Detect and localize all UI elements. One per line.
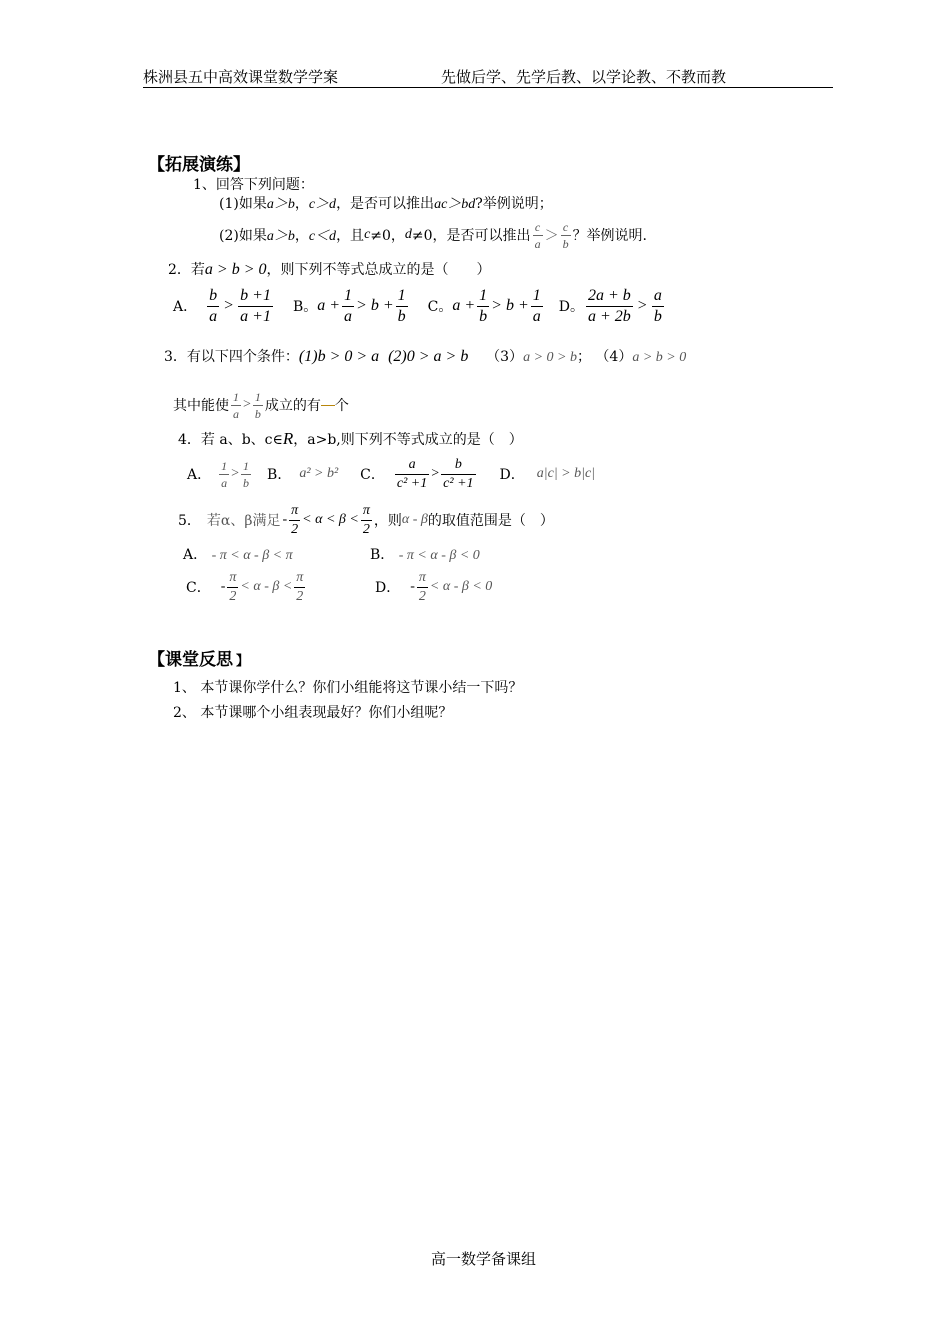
question-3-line-2: 其中能使 $\frac{1}{a}$ > $\frac{1}{b}$ 成立的有 个: [173, 389, 349, 421]
q1p2-gt: ＞: [544, 229, 559, 244]
reflection-title-end: 】: [236, 654, 250, 669]
question-4-stem: [178, 429, 523, 449]
q3-condition-4: a > b > 0: [632, 350, 687, 365]
q4-d-label: D．: [499, 467, 525, 483]
q1p1-cond-3: ac＞bd: [434, 197, 476, 212]
question-1-part-1: [219, 193, 553, 213]
q5-b-expr: - π < α - β < 0: [398, 548, 480, 563]
q2-stem-pre: 2．若: [168, 262, 205, 278]
q4-option-c: C． $\frac{a}{\text{c² +1}}$ > $\frac{b}{\text{c² +1}}$: [360, 456, 474, 491]
q1p2-d: d: [404, 227, 412, 242]
q1p1-cond-1: a＞b: [266, 197, 295, 212]
q2-option-b: B。 a + $\frac{1}{a}$ > b + $\frac{1}{b}$: [292, 286, 406, 325]
q4-stem-pre: 4．若 a、b、c∈: [178, 432, 283, 448]
q1p1-sep: ，: [294, 196, 309, 212]
q3-gt: >: [243, 397, 251, 412]
q2-b-label: B。: [292, 299, 318, 315]
reflection-title: 【课堂反思: [148, 650, 233, 670]
header-divider: [143, 87, 833, 88]
reflection-item-2: 2、 本节课哪个小组表现最好？你们小组呢？: [173, 705, 453, 721]
q3-line2-post: 成立的有: [264, 398, 321, 414]
q3-condition-2: (2)0 > a > b: [388, 348, 469, 365]
q5-post: ，则: [373, 513, 402, 529]
question-2-stem: [168, 259, 491, 279]
q1p2-fraction-c-over-a: $\frac{c}{a}$: [534, 219, 541, 251]
q1p2-cond-1: a＞b: [266, 229, 295, 244]
question-4-options: [187, 452, 595, 496]
question-3-stem: [164, 346, 686, 366]
section-heading-extension-practice: 【拓展演练】: [148, 155, 250, 175]
q5-option-b: [370, 544, 480, 564]
q5-expr: α - β: [401, 512, 428, 527]
q5-option-a: [183, 544, 293, 564]
q1p2-fraction-c-over-b: $\frac{c}{b}$: [562, 219, 569, 251]
q4-option-b: [267, 464, 338, 484]
question-1-lead: 1、回答下列问题：: [193, 177, 314, 193]
footer-group-name: 高一数学备课组: [431, 1250, 537, 1268]
q1p2-end: ？举例说明.: [572, 228, 648, 244]
q4-a-label: A．: [187, 467, 212, 483]
q5-stem-pre: 5．: [178, 513, 201, 529]
question-5-stem: 5． 若α、β满足 - $\frac{\pi}{2}$ < α < β < $\frac{\pi}{2}$ ，则 α - β 的取值范围是（ ）: [178, 502, 554, 537]
q4-c-label: C．: [360, 467, 385, 483]
q2-d-label: D。: [558, 299, 584, 315]
q2-stem-post: ，则下列不等式总成立的是（ ）: [266, 262, 491, 278]
q5-option-c: C． - $\frac{\pi}{2}$ < α - β < $\frac{\pi}{2}$: [186, 569, 304, 604]
q4-b-label: B．: [267, 467, 292, 483]
q2-c-label: C。: [427, 299, 453, 315]
header-motto: 先做后学、先学后教、以学论教、不教而教: [441, 68, 727, 86]
q3-c4-label: （4）: [595, 349, 633, 365]
q3-sep: ；: [576, 349, 591, 365]
q2-a-label: A．: [173, 299, 198, 315]
q4-d-expr: a|c| > b|c|: [536, 466, 596, 481]
q5-d-label: D．: [375, 580, 401, 596]
reflection-item-1: 1、 本节课你学什么？你们小组能将这节课小结一下吗？: [173, 680, 523, 696]
q3-stem: 3．有以下四个条件：: [164, 349, 299, 365]
q2-option-d: D。 $\frac{2a + b}{a + 2b}$ > $\frac{a}{b}$: [558, 286, 662, 325]
q3-condition-3: a > 0 > b: [523, 350, 577, 365]
q5-option-d: D． - $\frac{\pi}{2}$ < α - β < 0: [375, 569, 493, 604]
q1p1-text: (1)如果: [219, 196, 267, 212]
header-school-title: 株洲县五中高效课堂数学学案: [143, 68, 339, 86]
q3-c3-label: （3）: [486, 349, 524, 365]
q5-minus: -: [282, 512, 288, 527]
q5-c-label: C．: [186, 580, 211, 596]
question-1-part-2: [219, 215, 647, 255]
q3-line2-end: 个: [334, 398, 349, 414]
q2-condition: a > b > 0: [204, 261, 267, 278]
q4-option-a: A． $\frac{1}{a}$ > $\frac{1}{b}$: [187, 458, 250, 490]
q1p2-text: (2)如果: [219, 228, 267, 244]
section-heading-class-reflection: [148, 645, 249, 670]
q5-mid: < α < β <: [302, 512, 359, 527]
q1p1-mid: ，是否可以推出: [336, 196, 435, 212]
q2-option-a: A． $\frac{b}{a}$ > $\frac{b +1}{a +1}$: [173, 286, 271, 325]
q5-a-expr: - π < α - β < π: [211, 548, 293, 563]
q5-if: 若α、β满足: [206, 513, 281, 529]
question-2-options: [173, 283, 666, 329]
q4-option-d: [500, 464, 596, 484]
q3-line2-pre: 其中能使: [173, 398, 229, 414]
q1p2-sep: ，: [294, 228, 309, 244]
q1p2-ne2: ≠0，是否可以推出: [411, 228, 531, 244]
q3-condition-1: (1)b > 0 > a: [298, 348, 380, 365]
q4-b-expr: a² > b²: [299, 466, 339, 481]
q2-option-c: C。 a + $\frac{1}{b}$ > b + $\frac{1}{a}$: [427, 286, 541, 325]
q5-a-label: A．: [183, 547, 208, 563]
q1p1-cond-2: c＞d: [308, 197, 337, 212]
q1p2-mid: ，且: [336, 228, 365, 244]
q3-answer-blank[interactable]: [321, 405, 335, 406]
q1p2-c: c: [364, 227, 371, 242]
q4-real-set: R: [282, 429, 294, 448]
q5-b-label: B．: [370, 547, 395, 563]
q5-end: 的取值范围是（ ）: [427, 513, 554, 529]
q4-stem-post: ，a>b,则下列不等式成立的是（ ）: [293, 432, 523, 448]
q1p1-end: ?举例说明；: [475, 196, 553, 212]
q1p2-cond-2: c＜d: [308, 229, 337, 244]
q1p2-ne1: ≠0，: [370, 228, 405, 244]
